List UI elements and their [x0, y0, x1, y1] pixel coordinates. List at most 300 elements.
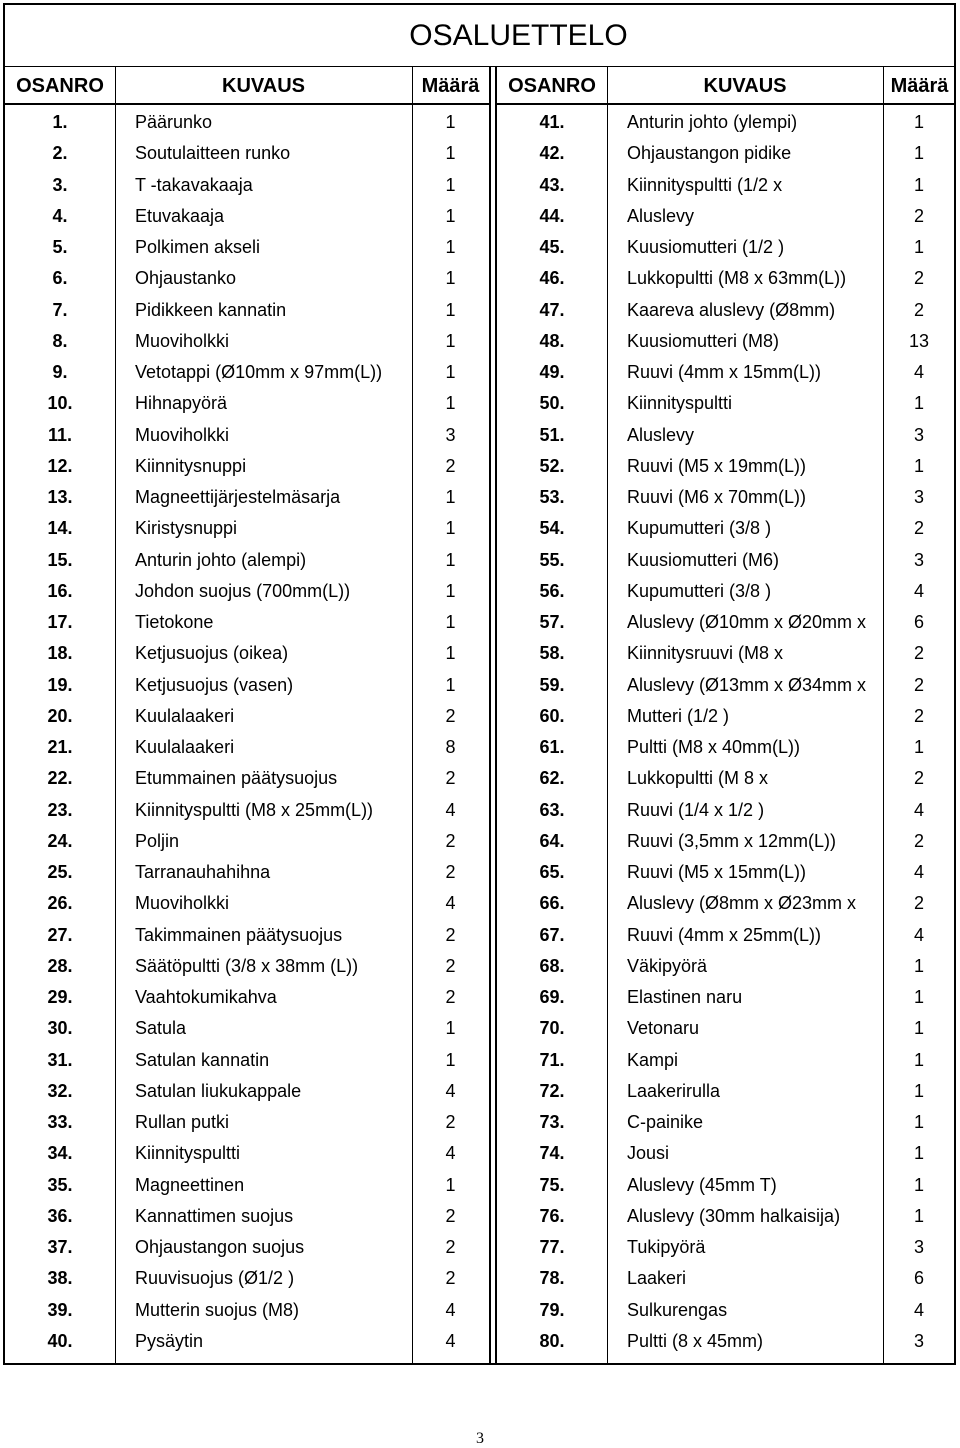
part-quantity: 2 — [445, 1112, 456, 1132]
part-description: Kiristysnuppi — [135, 518, 238, 539]
part-number: 46. — [539, 268, 565, 289]
part-description: Tukipyörä — [627, 1237, 706, 1257]
part-number: 75. — [539, 1174, 565, 1195]
part-description: Vaahtokumikahva — [135, 987, 277, 1007]
table-row — [497, 701, 956, 732]
part-description: Takimmainen päätysuojus — [135, 924, 343, 945]
part-quantity: 1 — [445, 1174, 456, 1195]
table-row — [5, 232, 489, 263]
parts-list-sheet — [3, 3, 956, 1365]
table-row — [497, 1263, 956, 1294]
part-number: 59. — [539, 674, 565, 695]
table-row — [5, 326, 489, 357]
part-description: Aluslevy (Ø8mm x Ø23mm x — [627, 893, 857, 914]
part-quantity: 2 — [913, 268, 924, 289]
part-number: 1. — [52, 112, 68, 132]
part-description: Muoviholkki — [135, 330, 230, 351]
part-quantity: 8 — [445, 737, 456, 757]
part-quantity: 1 — [445, 268, 456, 289]
table-row — [5, 607, 489, 638]
table-row — [5, 357, 489, 388]
part-number: 27. — [47, 924, 73, 945]
table-row — [5, 513, 489, 544]
part-description: Ruuvi (3,5mm x 12mm(L)) — [627, 830, 837, 851]
part-quantity: 4 — [913, 1299, 924, 1320]
part-quantity: 1 — [913, 1205, 924, 1226]
part-quantity: 4 — [445, 1330, 456, 1351]
part-description: Satulan kannatin — [135, 1049, 270, 1070]
part-number: 13. — [47, 487, 73, 507]
part-quantity: 4 — [445, 1080, 456, 1101]
table-row — [5, 1107, 489, 1138]
table-row — [497, 920, 956, 951]
part-description: Aluslevy — [627, 424, 695, 445]
part-number: 51. — [539, 424, 565, 445]
part-description: Aluslevy — [627, 205, 695, 226]
part-quantity: 1 — [913, 1080, 924, 1101]
table-row — [497, 1201, 956, 1232]
part-number: 55. — [539, 549, 565, 570]
table-row — [497, 1295, 956, 1326]
part-quantity: 1 — [445, 549, 456, 570]
table-row — [497, 263, 956, 294]
parts-table-left — [5, 67, 489, 1363]
table-row — [5, 670, 489, 701]
part-number: 7. — [52, 299, 68, 320]
part-description: Aluslevy (45mm T) — [627, 1174, 777, 1195]
table-row — [497, 513, 956, 544]
part-description: Kuulalaakeri — [135, 705, 235, 726]
part-number: 4. — [52, 205, 68, 226]
part-number: 24. — [47, 830, 73, 851]
table-row — [5, 888, 489, 919]
part-description: Pidikkeen kannatin — [135, 299, 287, 320]
part-quantity: 1 — [445, 612, 456, 632]
part-number: 39. — [47, 1299, 73, 1320]
table-body — [497, 107, 956, 1359]
part-number: 36. — [47, 1205, 73, 1226]
table-row — [5, 951, 489, 982]
part-number: 30. — [47, 1018, 73, 1039]
table-row — [497, 232, 956, 263]
part-description: Mutteri (1/2 ) — [627, 705, 730, 726]
part-description: Säätöpultti (3/8 x 38mm (L)) — [135, 955, 359, 976]
table-row — [497, 951, 956, 982]
part-description: Ketjusuojus (vasen) — [135, 674, 294, 695]
table-row — [497, 388, 956, 419]
part-quantity: 3 — [445, 424, 456, 445]
part-description: Ruuvisuojus (Ø1/2 ) — [135, 1268, 295, 1289]
table-row — [5, 170, 489, 201]
part-quantity: 1 — [913, 455, 924, 476]
part-number: 3. — [52, 174, 68, 195]
table-row — [497, 982, 956, 1013]
header-description: KUVAUS — [703, 75, 787, 97]
part-number: 58. — [539, 643, 565, 664]
part-number: 80. — [539, 1330, 565, 1351]
table-body — [5, 107, 489, 1359]
part-quantity: 6 — [913, 1268, 924, 1289]
table-row — [497, 763, 956, 794]
part-quantity: 2 — [445, 987, 456, 1007]
table-row — [497, 326, 956, 357]
part-number: 18. — [47, 643, 73, 664]
header-quantity: Määrä — [890, 75, 949, 97]
part-quantity: 2 — [913, 205, 924, 226]
part-number: 73. — [539, 1112, 565, 1132]
part-quantity: 2 — [913, 674, 924, 695]
part-quantity: 4 — [913, 924, 924, 945]
table-separator — [489, 67, 497, 1363]
part-number: 71. — [539, 1049, 565, 1070]
part-quantity: 4 — [445, 893, 456, 914]
table-row — [5, 1326, 489, 1357]
part-number: 62. — [539, 768, 565, 789]
table-row — [497, 1076, 956, 1107]
part-description: C-painike — [627, 1112, 704, 1132]
table-row — [497, 138, 956, 169]
part-description: Kupumutteri (3/8 ) — [627, 518, 772, 539]
part-description: Magneettijärjestelmäsarja — [135, 487, 341, 507]
part-description: Tietokone — [135, 612, 214, 632]
table-row — [497, 1045, 956, 1076]
part-description: T -takavakaaja — [135, 174, 253, 195]
table-row — [5, 482, 489, 513]
part-number: 5. — [52, 237, 68, 257]
part-description: Kiinnityspultti (1/2 x — [627, 174, 783, 195]
part-quantity: 1 — [445, 580, 456, 601]
part-number: 69. — [539, 987, 565, 1007]
part-description: Hihnapyörä — [135, 393, 228, 414]
table-row — [5, 638, 489, 669]
part-number: 77. — [539, 1237, 565, 1257]
part-description: Ketjusuojus (oikea) — [135, 643, 289, 664]
part-quantity: 2 — [913, 768, 924, 789]
part-number: 8. — [52, 330, 68, 351]
part-description: Kiinnityspultti (M8 x 25mm(L)) — [135, 799, 374, 820]
part-quantity: 4 — [913, 362, 924, 382]
part-description: Ohjaustanko — [135, 268, 237, 289]
part-number: 43. — [539, 174, 565, 195]
part-quantity: 4 — [445, 1299, 456, 1320]
table-row — [5, 263, 489, 294]
part-description: Ohjaustangon pidike — [627, 143, 792, 164]
title-bar — [5, 5, 954, 67]
table-row — [5, 545, 489, 576]
part-quantity: 2 — [913, 830, 924, 851]
part-description: Satulan liukukappale — [135, 1080, 302, 1101]
table-row — [497, 826, 956, 857]
part-description: Etummainen päätysuojus — [135, 768, 338, 789]
part-description: Väkipyörä — [627, 955, 708, 976]
table-row — [5, 1170, 489, 1201]
part-quantity: 1 — [445, 674, 456, 695]
table-header — [497, 67, 956, 105]
part-number: 9. — [52, 362, 68, 382]
part-number: 19. — [47, 674, 73, 695]
part-quantity: 2 — [445, 1237, 456, 1257]
part-number: 41. — [539, 112, 565, 132]
part-description: Aluslevy (30mm halkaisija) — [627, 1205, 841, 1226]
part-description: Kampi — [627, 1049, 679, 1070]
table-row — [497, 1138, 956, 1169]
page-title: OSALUETTELO — [409, 19, 628, 52]
table-row — [5, 920, 489, 951]
part-number: 63. — [539, 799, 565, 820]
part-quantity: 3 — [913, 487, 924, 507]
part-quantity: 1 — [445, 487, 456, 507]
part-quantity: 3 — [913, 1330, 924, 1351]
part-quantity: 1 — [913, 112, 924, 132]
part-description: Kupumutteri (3/8 ) — [627, 580, 772, 601]
part-number: 22. — [47, 768, 73, 789]
table-row — [497, 1013, 956, 1044]
part-quantity: 1 — [445, 643, 456, 664]
part-description: Satula — [135, 1018, 187, 1039]
part-number: 11. — [47, 424, 73, 445]
table-row — [497, 857, 956, 888]
part-description: Kuusiomutteri (1/2 ) — [627, 237, 785, 257]
part-number: 40. — [47, 1330, 73, 1351]
table-row — [497, 420, 956, 451]
part-description: Kuusiomutteri (M6) — [627, 549, 780, 570]
part-description: Pysäytin — [135, 1330, 204, 1351]
table-row — [5, 795, 489, 826]
part-number: 78. — [539, 1268, 565, 1289]
part-number: 54. — [539, 518, 565, 539]
table-row — [5, 451, 489, 482]
part-description: Vetotappi (Ø10mm x 97mm(L)) — [135, 362, 383, 382]
part-description: Ohjaustangon suojus — [135, 1237, 305, 1257]
table-row — [5, 1201, 489, 1232]
part-description: Ruuvi (4mm x 15mm(L)) — [627, 362, 822, 382]
part-description: Sulkurengas — [627, 1299, 728, 1320]
part-quantity: 1 — [445, 1018, 456, 1039]
part-description: Ruuvi (M6 x 70mm(L)) — [627, 487, 807, 507]
part-quantity: 2 — [913, 299, 924, 320]
part-number: 25. — [47, 862, 73, 882]
table-row — [497, 170, 956, 201]
part-quantity: 2 — [445, 862, 456, 882]
table-row — [497, 482, 956, 513]
part-number: 28. — [47, 955, 73, 976]
part-quantity: 1 — [913, 955, 924, 976]
page-number: 3 — [476, 1430, 484, 1447]
part-description: Kuulalaakeri — [135, 737, 235, 757]
part-description: Lukkopultti (M 8 x — [627, 768, 769, 789]
part-number: 57. — [539, 612, 565, 632]
part-description: Jousi — [627, 1143, 670, 1164]
part-number: 44. — [539, 205, 565, 226]
part-description: Lukkopultti (M8 x 63mm(L)) — [627, 268, 847, 289]
table-row — [497, 545, 956, 576]
part-number: 52. — [539, 455, 565, 476]
part-description: Kiinnityspultti — [135, 1143, 241, 1164]
part-description: Anturin johto (alempi) — [135, 549, 307, 570]
part-quantity: 3 — [913, 424, 924, 445]
table-row — [5, 826, 489, 857]
part-quantity: 1 — [445, 299, 456, 320]
part-quantity: 1 — [445, 143, 456, 164]
part-description: Ruuvi (1/4 x 1/2 ) — [627, 799, 765, 820]
part-number: 23. — [47, 799, 73, 820]
part-number: 21. — [47, 737, 73, 757]
part-description: Ruuvi (M5 x 19mm(L)) — [627, 455, 807, 476]
part-description: Aluslevy (Ø13mm x Ø34mm x — [627, 674, 867, 695]
table-row — [5, 1076, 489, 1107]
table-row — [5, 138, 489, 169]
part-quantity: 2 — [445, 768, 456, 789]
part-quantity: 2 — [913, 705, 924, 726]
table-header — [5, 67, 489, 105]
table-row — [497, 295, 956, 326]
part-description: Magneettinen — [135, 1174, 245, 1195]
part-number: 56. — [539, 580, 565, 601]
part-quantity: 1 — [445, 362, 456, 382]
part-number: 61. — [539, 737, 565, 757]
part-number: 60. — [539, 705, 565, 726]
part-description: Ruuvi (M5 x 15mm(L)) — [627, 862, 807, 882]
part-number: 64. — [539, 830, 565, 851]
part-quantity: 4 — [913, 799, 924, 820]
table-row — [497, 1107, 956, 1138]
part-number: 37. — [47, 1237, 73, 1257]
table-row — [497, 357, 956, 388]
table-row — [497, 638, 956, 669]
part-description: Ruuvi (4mm x 25mm(L)) — [627, 924, 822, 945]
part-description: Laakeri — [627, 1268, 687, 1289]
part-quantity: 2 — [913, 893, 924, 914]
table-row — [497, 201, 956, 232]
part-description: Kuusiomutteri (M8) — [627, 330, 780, 351]
part-quantity: 1 — [913, 1143, 924, 1164]
part-number: 45. — [539, 237, 565, 257]
part-quantity: 1 — [445, 205, 456, 226]
part-quantity: 2 — [913, 518, 924, 539]
part-quantity: 2 — [445, 705, 456, 726]
part-number: 38. — [47, 1268, 73, 1289]
part-number: 6. — [52, 268, 68, 289]
part-number: 53. — [539, 487, 565, 507]
part-number: 49. — [539, 362, 565, 382]
part-quantity: 6 — [913, 612, 924, 632]
part-description: Pultti (M8 x 40mm(L)) — [627, 737, 801, 757]
part-quantity: 1 — [913, 393, 924, 414]
part-number: 20. — [47, 705, 73, 726]
header-part-number: OSANRO — [16, 75, 104, 97]
table-row — [5, 701, 489, 732]
part-quantity: 4 — [445, 1143, 456, 1164]
part-quantity: 1 — [445, 174, 456, 195]
table-row — [5, 1295, 489, 1326]
table-row — [5, 420, 489, 451]
table-row — [497, 1170, 956, 1201]
table-row — [5, 107, 489, 138]
table-row — [5, 982, 489, 1013]
part-quantity: 1 — [445, 237, 456, 257]
part-description: Kannattimen suojus — [135, 1205, 294, 1226]
part-quantity: 1 — [913, 237, 924, 257]
part-description: Muoviholkki — [135, 893, 230, 914]
part-quantity: 1 — [913, 737, 924, 757]
part-description: Elastinen naru — [627, 987, 743, 1007]
part-number: 65. — [539, 862, 565, 882]
part-description: Kiinnitysruuvi (M8 x — [627, 643, 784, 664]
part-number: 35. — [47, 1174, 73, 1195]
part-description: Etuvakaaja — [135, 205, 225, 226]
part-description: Johdon suojus (700mm(L)) — [135, 580, 351, 601]
table-row — [5, 1232, 489, 1263]
part-description: Aluslevy (Ø10mm x Ø20mm x — [627, 612, 867, 632]
table-row — [5, 201, 489, 232]
table-row — [5, 388, 489, 419]
table-row — [5, 1013, 489, 1044]
table-row — [5, 732, 489, 763]
part-number: 17. — [47, 612, 73, 632]
part-quantity: 2 — [445, 955, 456, 976]
part-quantity: 1 — [913, 1174, 924, 1195]
part-number: 32. — [47, 1080, 73, 1101]
part-quantity: 2 — [445, 455, 456, 476]
part-quantity: 1 — [445, 518, 456, 539]
part-number: 29. — [47, 987, 73, 1007]
part-description: Rullan putki — [135, 1112, 230, 1132]
part-number: 48. — [539, 330, 565, 351]
table-row — [497, 888, 956, 919]
part-quantity: 2 — [445, 1205, 456, 1226]
part-number: 12. — [47, 455, 73, 476]
part-number: 34. — [47, 1143, 73, 1164]
part-number: 68. — [539, 955, 565, 976]
part-quantity: 2 — [445, 1268, 456, 1289]
part-number: 2. — [52, 143, 68, 164]
table-row — [497, 576, 956, 607]
part-quantity: 1 — [913, 143, 924, 164]
part-description: Vetonaru — [627, 1018, 700, 1039]
table-row — [5, 576, 489, 607]
table-row — [497, 670, 956, 701]
part-quantity: 1 — [913, 1018, 924, 1039]
part-quantity: 2 — [445, 830, 456, 851]
part-number: 50. — [539, 393, 565, 414]
table-row — [497, 732, 956, 763]
part-number: 42. — [539, 143, 565, 164]
part-number: 66. — [539, 893, 565, 914]
table-row — [497, 451, 956, 482]
part-quantity: 4 — [913, 862, 924, 882]
part-quantity: 3 — [913, 549, 924, 570]
part-quantity: 4 — [445, 799, 456, 820]
part-description: Muoviholkki — [135, 424, 230, 445]
part-number: 15. — [47, 549, 73, 570]
part-description: Poljin — [135, 830, 180, 851]
table-row — [497, 795, 956, 826]
part-quantity: 13 — [908, 330, 930, 351]
header-description: KUVAUS — [222, 75, 305, 97]
part-description: Polkimen akseli — [135, 237, 261, 257]
part-quantity: 1 — [913, 987, 924, 1007]
part-number: 14. — [47, 518, 73, 539]
header-part-number: OSANRO — [508, 75, 596, 97]
table-row — [497, 1326, 956, 1357]
part-description: Anturin johto (ylempi) — [627, 112, 798, 132]
table-row — [497, 607, 956, 638]
part-description: Laakerirulla — [627, 1080, 721, 1101]
header-quantity: Määrä — [421, 75, 480, 97]
part-description: Soutulaitteen runko — [135, 143, 291, 164]
part-number: 26. — [47, 893, 73, 914]
part-quantity: 1 — [913, 174, 924, 195]
